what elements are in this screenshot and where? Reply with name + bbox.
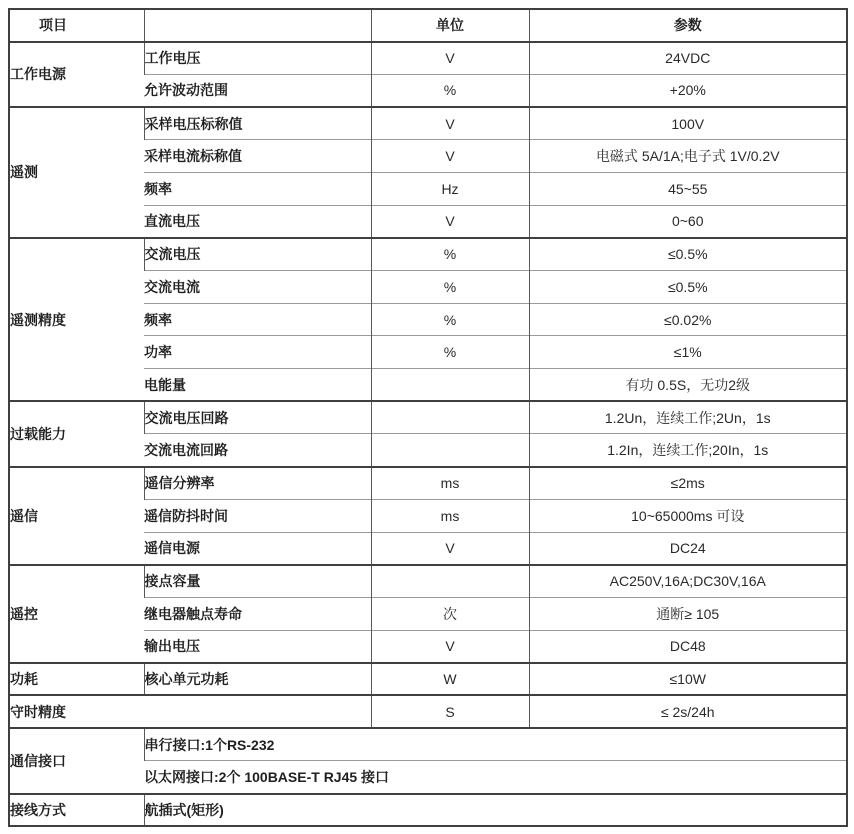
- column-header-unit: 单位: [371, 9, 529, 42]
- unit-cell: ms: [371, 467, 529, 500]
- table-row: [9, 663, 847, 696]
- table-row: [9, 565, 847, 598]
- unit-cell: ms: [371, 499, 529, 532]
- group-cell: 守时精度: [9, 695, 371, 728]
- param-label-cell: 继电器触点寿命: [144, 597, 371, 630]
- group-cell: 接线方式: [9, 794, 144, 827]
- column-header-sub-item: [144, 9, 371, 42]
- param-label-cell: 接点容量: [144, 565, 371, 598]
- group-cell: 通信接口: [9, 728, 144, 793]
- group-cell: 工作电源: [9, 42, 144, 107]
- unit-cell: S: [371, 695, 529, 728]
- value-cell: 1.2In，连续工作;20In，1s: [529, 434, 847, 467]
- spec-table: [8, 8, 848, 827]
- unit-cell: %: [371, 74, 529, 107]
- spec-table-header: [9, 9, 847, 42]
- value-cell: 10~65000ms 可设: [529, 499, 847, 532]
- group-cell: 遥控: [9, 565, 144, 663]
- param-label-cell: 交流电压: [144, 238, 371, 271]
- table-row: [9, 107, 847, 140]
- param-label-cell: 采样电流标称值: [144, 140, 371, 173]
- param-label-cell: 频率: [144, 172, 371, 205]
- unit-cell: [371, 369, 529, 402]
- unit-cell: V: [371, 42, 529, 75]
- unit-cell: %: [371, 303, 529, 336]
- value-cell: 45~55: [529, 172, 847, 205]
- value-cell: 通断≥ 105: [529, 597, 847, 630]
- unit-cell: 次: [371, 597, 529, 630]
- unit-cell: %: [371, 271, 529, 304]
- unit-cell: V: [371, 205, 529, 238]
- param-label-cell: 遥信防抖时间: [144, 499, 371, 532]
- value-cell: DC48: [529, 630, 847, 663]
- unit-cell: [371, 401, 529, 434]
- value-cell: ≤ 2s/24h: [529, 695, 847, 728]
- param-label-cell: 遥信分辨率: [144, 467, 371, 500]
- param-label-cell: 交流电流: [144, 271, 371, 304]
- param-label-cell: 交流电压回路: [144, 401, 371, 434]
- param-label-cell: 采样电压标称值: [144, 107, 371, 140]
- value-cell: ≤0.02%: [529, 303, 847, 336]
- param-label-cell: 交流电流回路: [144, 434, 371, 467]
- unit-cell: V: [371, 107, 529, 140]
- table-row: [9, 401, 847, 434]
- span-cell: 串行接口:1个RS-232: [144, 728, 847, 761]
- group-cell: 遥测: [9, 107, 144, 238]
- value-cell: +20%: [529, 74, 847, 107]
- param-label-cell: 直流电压: [144, 205, 371, 238]
- unit-cell: [371, 434, 529, 467]
- unit-cell: %: [371, 336, 529, 369]
- spec-table-body: [9, 42, 847, 827]
- table-row: [9, 794, 847, 827]
- unit-cell: %: [371, 238, 529, 271]
- group-cell: 功耗: [9, 663, 144, 696]
- span-cell: 以太网接口:2个 100BASE-T RJ45 接口: [144, 761, 847, 794]
- table-row: [9, 238, 847, 271]
- unit-cell: Hz: [371, 172, 529, 205]
- column-header-item: 项目: [9, 9, 144, 42]
- table-row: [9, 728, 847, 761]
- param-label-cell: 允许波动范围: [144, 74, 371, 107]
- table-row: [9, 695, 847, 728]
- group-cell: 遥测精度: [9, 238, 144, 401]
- param-label-cell: 遥信电源: [144, 532, 371, 565]
- param-label-cell: 功率: [144, 336, 371, 369]
- param-label-cell: 输出电压: [144, 630, 371, 663]
- value-cell: DC24: [529, 532, 847, 565]
- param-label-cell: 频率: [144, 303, 371, 336]
- value-cell: ≤0.5%: [529, 271, 847, 304]
- group-cell: 遥信: [9, 467, 144, 565]
- unit-cell: V: [371, 630, 529, 663]
- unit-cell: W: [371, 663, 529, 696]
- value-cell: ≤0.5%: [529, 238, 847, 271]
- value-cell: 100V: [529, 107, 847, 140]
- value-cell: 有功 0.5S，无功2级: [529, 369, 847, 402]
- value-cell: 电磁式 5A/1A;电子式 1V/0.2V: [529, 140, 847, 173]
- table-row: [9, 467, 847, 500]
- param-label-cell: 核心单元功耗: [144, 663, 371, 696]
- span-cell: 航插式(矩形): [144, 794, 847, 827]
- value-cell: ≤1%: [529, 336, 847, 369]
- unit-cell: V: [371, 532, 529, 565]
- value-cell: ≤2ms: [529, 467, 847, 500]
- header-row: [9, 9, 847, 42]
- group-cell: 过载能力: [9, 401, 144, 466]
- column-header-parameter: 参数: [529, 9, 847, 42]
- param-label-cell: 工作电压: [144, 42, 371, 75]
- value-cell: ≤10W: [529, 663, 847, 696]
- param-label-cell: 电能量: [144, 369, 371, 402]
- unit-cell: [371, 565, 529, 598]
- value-cell: 0~60: [529, 205, 847, 238]
- value-cell: 1.2Un，连续工作;2Un，1s: [529, 401, 847, 434]
- unit-cell: V: [371, 140, 529, 173]
- value-cell: 24VDC: [529, 42, 847, 75]
- table-row: [9, 42, 847, 75]
- value-cell: AC250V,16A;DC30V,16A: [529, 565, 847, 598]
